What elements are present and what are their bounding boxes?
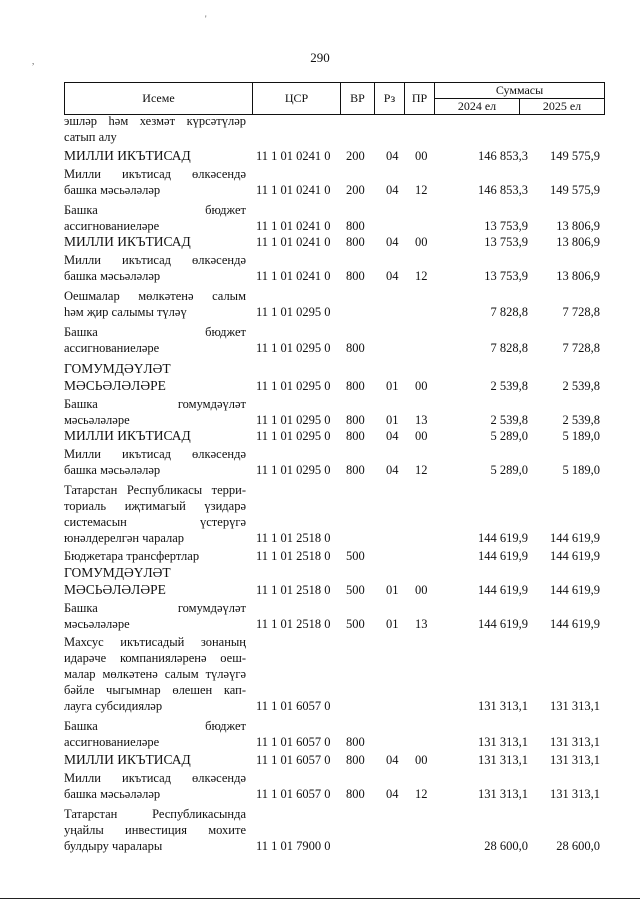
row-sum-2024: 13 753,9 [484, 219, 528, 233]
row-sum-2025: 149 575,9 [550, 183, 600, 197]
row-name: Башка гомумдәүләт мәсьәләләре [64, 601, 246, 631]
row-name: Башка бюджет ассигнованиеләре [64, 325, 246, 355]
row-vr: 500 [346, 549, 365, 563]
row-rz: 01 [386, 583, 399, 597]
row-sum-2024: 13 753,9 [484, 269, 528, 283]
row-name: Милли икътисад өлкәсендә башка мәсьәләләр [64, 447, 246, 477]
row-pr: 00 [415, 429, 428, 443]
row-csr: 11 1 01 0241 0 [256, 235, 331, 249]
row-pr: 00 [415, 379, 428, 393]
row-sum-2024: 5 289,0 [490, 429, 528, 443]
row-pr: 13 [415, 413, 428, 427]
row-rz: 01 [386, 617, 399, 631]
table-row [64, 360, 604, 394]
row-csr: 11 1 01 0295 0 [256, 341, 331, 355]
row-sum-2025: 7 728,8 [562, 305, 600, 319]
row-csr: 11 1 01 7900 0 [256, 839, 331, 853]
row-csr: 11 1 01 0241 0 [256, 149, 331, 163]
table-row [64, 446, 604, 478]
row-vr: 200 [346, 149, 365, 163]
row-sum-2024: 146 853,3 [478, 149, 528, 163]
table-row [64, 548, 604, 564]
table-row [64, 324, 604, 356]
row-csr: 11 1 01 0295 0 [256, 463, 331, 477]
header-sums: Суммасы [435, 83, 605, 99]
row-name: Милли икътисад өлкәсендә башка мәсьәләләр [64, 167, 246, 197]
row-pr: 00 [415, 583, 428, 597]
row-vr: 500 [346, 583, 365, 597]
header-rz: Рз [375, 83, 405, 115]
table-row [64, 252, 604, 284]
row-sum-2025: 2 539,8 [562, 413, 600, 427]
row-vr: 800 [346, 235, 365, 249]
row-name: Милли икътисад өлкәсендә башка мәсьәләләр [64, 771, 246, 801]
row-rz: 04 [386, 149, 399, 163]
row-rz: 04 [386, 183, 399, 197]
row-sum-2024: 144 619,9 [478, 617, 528, 631]
page-number: 290 [310, 50, 330, 65]
table-row [64, 234, 604, 250]
row-sum-2025: 131 313,1 [550, 787, 600, 801]
row-sum-2025: 5 189,0 [562, 429, 600, 443]
row-pr: 12 [415, 463, 428, 477]
table-row [64, 166, 604, 198]
table-header [64, 82, 605, 115]
row-csr: 11 1 01 2518 0 [256, 617, 331, 631]
header-year-2024: 2024 ел [435, 99, 520, 115]
row-sum-2024: 131 313,1 [478, 787, 528, 801]
table-row [64, 428, 604, 444]
page-bottom-rule [0, 898, 640, 899]
scan-mark: ' [205, 14, 207, 24]
table-row [64, 806, 604, 854]
row-rz: 04 [386, 787, 399, 801]
row-csr: 11 1 01 0241 0 [256, 183, 331, 197]
table-row [64, 396, 604, 428]
row-name: Башка бюджет ассигнованиеләре [64, 719, 246, 749]
row-name: Милли икътисад өлкәсендә башка мәсьәләләр [64, 253, 246, 283]
row-sum-2024: 2 539,8 [490, 413, 528, 427]
row-csr: 11 1 01 2518 0 [256, 583, 331, 597]
table-row [64, 600, 604, 632]
scan-mark: , [32, 56, 35, 66]
row-vr: 800 [346, 753, 365, 767]
row-name: эшләр һәм хезмәт күрсәтүләр сатып алу [64, 114, 246, 144]
row-name: Бюджетара трансфертлар [64, 549, 200, 563]
row-name: Татарстан Республикасы терри- ториаль иҗтимагый үзидарә системасын үстерүгә юнәлдерелгән чаралар [64, 483, 246, 545]
row-rz: 04 [386, 429, 399, 443]
row-name: Татарстан Республикасында уңайлы инвестиция мохите булдыру чаралары [64, 807, 246, 853]
table-row [64, 752, 604, 768]
table-row [64, 113, 604, 145]
row-csr: 11 1 01 0295 0 [256, 305, 331, 319]
row-sum-2025: 2 539,8 [562, 379, 600, 393]
row-pr: 00 [415, 753, 428, 767]
row-name: Башка бюджет ассигнованиеләре [64, 203, 246, 233]
row-vr: 800 [346, 429, 365, 443]
table-body [64, 113, 604, 854]
row-pr: 00 [415, 235, 428, 249]
row-sum-2024: 131 313,1 [478, 735, 528, 749]
table-row [64, 148, 604, 164]
row-csr: 11 1 01 0295 0 [256, 379, 331, 393]
row-sum-2024: 144 619,9 [478, 583, 528, 597]
row-vr: 800 [346, 463, 365, 477]
row-sum-2025: 13 806,9 [556, 219, 600, 233]
row-name: Махсус икътисадый зонаның идарәче компанияләренә оеш- малар мөлкәтенә салым түләүгә бәйле чыгымнар өлешен кап- лауга субсидияләр [64, 635, 246, 713]
row-vr: 800 [346, 341, 365, 355]
row-sum-2024: 13 753,9 [484, 235, 528, 249]
row-rz: 04 [386, 235, 399, 249]
row-rz: 04 [386, 269, 399, 283]
row-name: Оешмалар мөлкәтенә салым һәм җир салымы түләү [64, 289, 246, 319]
row-pr: 13 [415, 617, 428, 631]
row-rz: 04 [386, 753, 399, 767]
row-sum-2025: 131 313,1 [550, 735, 600, 749]
header-name: Исеме [65, 83, 253, 115]
row-csr: 11 1 01 2518 0 [256, 549, 331, 563]
row-name: МИЛЛИ ИКЪТИСАД [64, 752, 191, 767]
row-sum-2025: 7 728,8 [562, 341, 600, 355]
row-pr: 12 [415, 183, 428, 197]
row-name: ГОМУМДӘҮЛӘТ МӘСЬӘЛӘЛӘРЕ [64, 565, 171, 597]
row-sum-2024: 131 313,1 [478, 699, 528, 713]
row-csr: 11 1 01 6057 0 [256, 787, 331, 801]
row-sum-2024: 144 619,9 [478, 549, 528, 563]
row-pr: 12 [415, 787, 428, 801]
row-sum-2025: 28 600,0 [556, 839, 600, 853]
row-csr: 11 1 01 6057 0 [256, 735, 331, 749]
row-csr: 11 1 01 0295 0 [256, 429, 331, 443]
row-csr: 11 1 01 0241 0 [256, 269, 331, 283]
row-sum-2025: 131 313,1 [550, 699, 600, 713]
table-row [64, 288, 604, 320]
row-csr: 11 1 01 0241 0 [256, 219, 331, 233]
header-pr: ПР [405, 83, 435, 115]
row-sum-2025: 144 619,9 [550, 583, 600, 597]
table-row [64, 564, 604, 598]
table-row [64, 718, 604, 750]
row-vr: 800 [346, 735, 365, 749]
row-name: МИЛЛИ ИКЪТИСАД [64, 234, 191, 249]
row-sum-2025: 144 619,9 [550, 549, 600, 563]
row-sum-2025: 13 806,9 [556, 235, 600, 249]
row-rz: 04 [386, 463, 399, 477]
row-csr: 11 1 01 0295 0 [256, 413, 331, 427]
row-pr: 12 [415, 269, 428, 283]
row-vr: 800 [346, 787, 365, 801]
row-name: Башка гомумдәүләт мәсьәләләре [64, 397, 246, 427]
row-name: ГОМУМДӘҮЛӘТ МӘСЬӘЛӘЛӘРЕ [64, 361, 171, 393]
row-sum-2025: 144 619,9 [550, 617, 600, 631]
row-csr: 11 1 01 2518 0 [256, 531, 331, 545]
row-sum-2024: 2 539,8 [490, 379, 528, 393]
row-name: МИЛЛИ ИКЪТИСАД [64, 148, 191, 163]
row-vr: 800 [346, 379, 365, 393]
row-csr: 11 1 01 6057 0 [256, 753, 331, 767]
row-pr: 00 [415, 149, 428, 163]
row-sum-2024: 7 828,8 [490, 341, 528, 355]
row-sum-2024: 7 828,8 [490, 305, 528, 319]
table-row [64, 634, 604, 714]
row-sum-2025: 131 313,1 [550, 753, 600, 767]
table-row [64, 202, 604, 234]
row-sum-2025: 149 575,9 [550, 149, 600, 163]
table-row [64, 770, 604, 802]
row-csr: 11 1 01 6057 0 [256, 699, 331, 713]
row-sum-2024: 5 289,0 [490, 463, 528, 477]
header-vr: ВР [341, 83, 375, 115]
row-sum-2024: 144 619,9 [478, 531, 528, 545]
row-rz: 01 [386, 379, 399, 393]
row-rz: 01 [386, 413, 399, 427]
row-name: МИЛЛИ ИКЪТИСАД [64, 428, 191, 443]
row-sum-2025: 144 619,9 [550, 531, 600, 545]
header-csr: ЦСР [253, 83, 341, 115]
row-vr: 800 [346, 269, 365, 283]
row-sum-2024: 28 600,0 [484, 839, 528, 853]
row-sum-2024: 146 853,3 [478, 183, 528, 197]
table-row [64, 482, 604, 546]
row-vr: 800 [346, 413, 365, 427]
row-vr: 500 [346, 617, 365, 631]
row-sum-2024: 131 313,1 [478, 753, 528, 767]
row-sum-2025: 5 189,0 [562, 463, 600, 477]
header-year-2025: 2025 ел [520, 99, 605, 115]
row-vr: 800 [346, 219, 365, 233]
row-sum-2025: 13 806,9 [556, 269, 600, 283]
row-vr: 200 [346, 183, 365, 197]
